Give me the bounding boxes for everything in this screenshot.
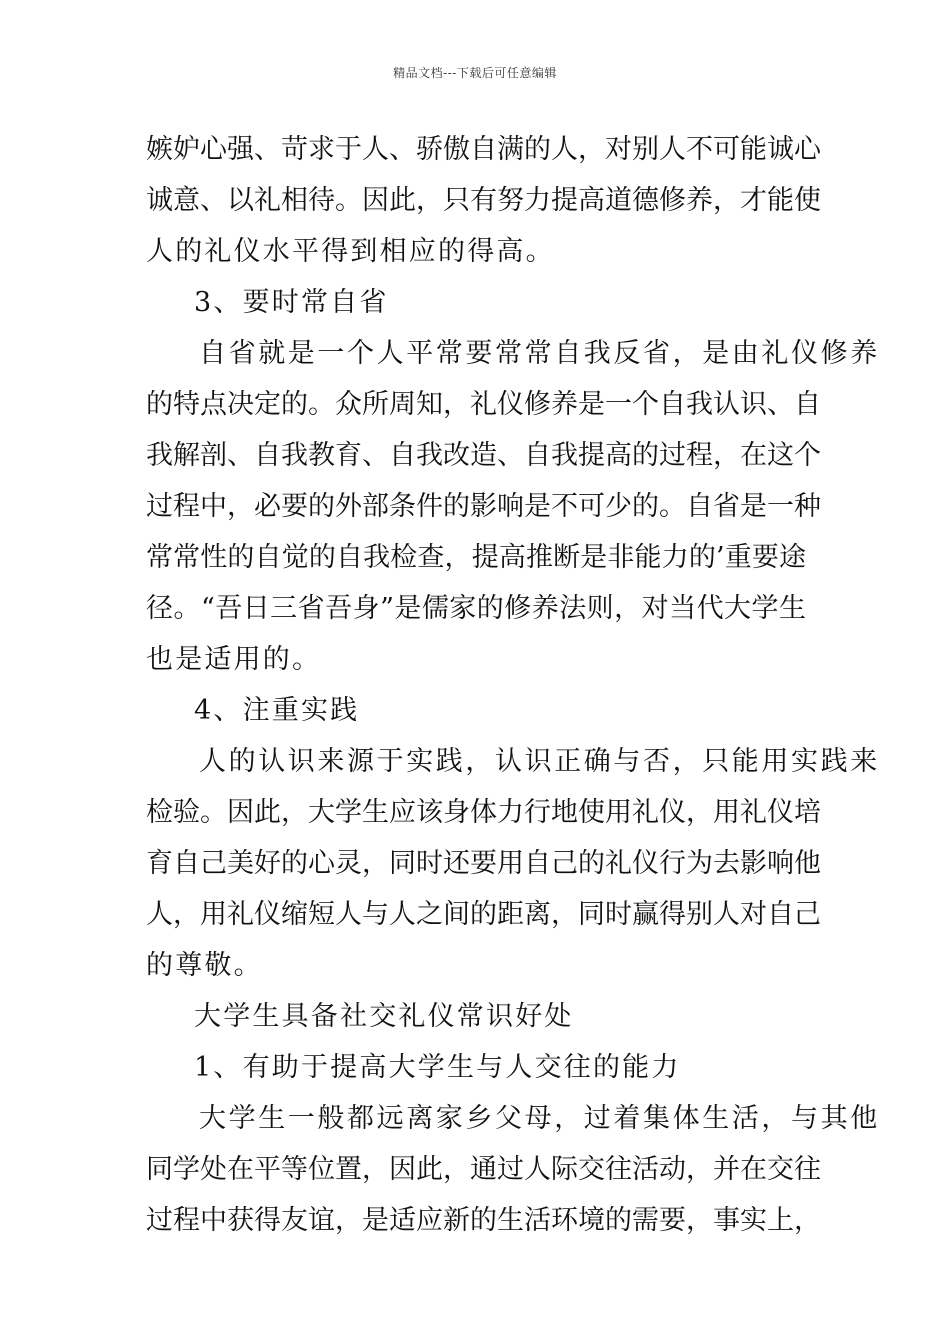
paragraph-first-line: 人的认识来源于实践，认识正确与否，只能用实践来 bbox=[199, 746, 880, 777]
section-heading: 1、有助于提高大学生与人交往的能力 bbox=[194, 1052, 681, 1083]
text-line: 过程中，必要的外部条件的影响是不可少的。自省是一种 bbox=[146, 491, 821, 522]
text-line: 人的礼仪水平得到相应的得高。 bbox=[146, 236, 555, 267]
section-heading: 大学生具备社交礼仪常识好处 bbox=[194, 1001, 574, 1032]
text-line: 过程中获得友谊，是适应新的生活环境的需要，事实上， bbox=[146, 1205, 821, 1236]
text-line: 嫉妒心强、苛求于人、骄傲自满的人，对别人不可能诚心 bbox=[146, 134, 821, 165]
text-line: 检验。因此，大学生应该身体力行地使用礼仪，用礼仪培 bbox=[146, 797, 821, 828]
text-line: 诚意、以礼相待。因此，只有努力提高道德修养，才能使 bbox=[146, 185, 821, 216]
text-line: 人，用礼仪缩短人与人之间的距离，同时赢得别人对自己 bbox=[146, 899, 821, 930]
text-line: 我解剖、自我教育、自我改造、自我提高的过程，在这个 bbox=[146, 440, 821, 471]
paragraph-first-line: 自省就是一个人平常要常常自我反省，是由礼仪修养 bbox=[199, 338, 880, 369]
section-heading: 3、要时常自省 bbox=[194, 287, 389, 318]
text-line: 也是适用的。 bbox=[146, 644, 322, 675]
text-line: 的特点决定的。众所周知，礼仪修养是一个自我认识、自 bbox=[146, 389, 821, 420]
text-line: 径。“吾日三省吾身”是儒家的修养法则，对当代大学生 bbox=[146, 593, 806, 624]
text-line: 常常性的自觉的自我检查，提高推断是非能力的’重要途 bbox=[146, 542, 806, 573]
paragraph-first-line: 大学生一般都远离家乡父母，过着集体生活，与其他 bbox=[199, 1103, 880, 1134]
section-heading: 4、注重实践 bbox=[194, 695, 360, 726]
text-line: 育自己美好的心灵，同时还要用自己的礼仪行为去影响他 bbox=[146, 848, 821, 879]
page-header: 精品文档---下载后可任意编辑 bbox=[393, 66, 557, 80]
text-line: 的尊敬。 bbox=[146, 950, 263, 981]
text-line: 同学处在平等位置，因此，通过人际交往活动，并在交往 bbox=[146, 1154, 821, 1185]
